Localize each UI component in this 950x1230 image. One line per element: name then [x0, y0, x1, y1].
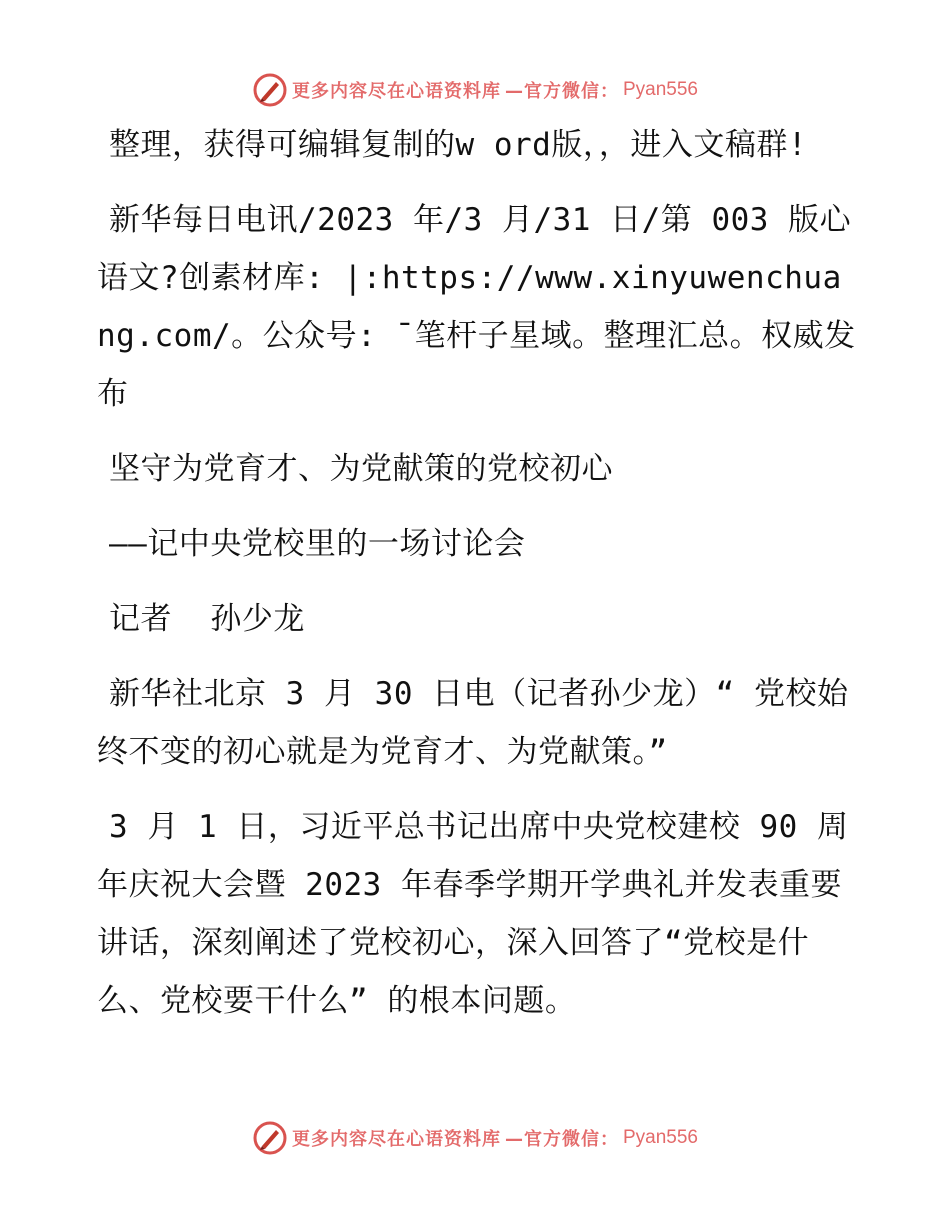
banner-separator: —官方微信：	[504, 81, 619, 102]
document-body	[97, 116, 857, 1047]
article-byline: 记者 孙少龙	[109, 601, 305, 637]
wechat-id: Pyan556	[622, 1127, 698, 1148]
paragraph-body: 3 月 1 日，习近平总书记出席中央党校建校 90 周年庆祝大会暨 2023 年春季学期开学典礼并发表重要讲话，深刻阐述了党校初心，深入回答了“党校是什么、党校要干什么” 的根本问题。	[97, 809, 849, 1019]
paragraph-intro: 整理，获得可编辑复制的w ord版，，进入文稿群!	[109, 127, 807, 163]
banner-text: 更多内容尽在心语资料库	[291, 1129, 501, 1150]
paragraph-dateline: 新华社北京 3 月 30 日电（记者孙少龙）“ 党校始终不变的初心就是为党育才、为党献策。”	[97, 676, 849, 770]
wechat-id: Pyan556	[622, 79, 698, 100]
pen-logo-icon	[252, 72, 288, 108]
banner-separator: —官方微信：	[504, 1129, 619, 1150]
article-subtitle: ——记中央党校里的一场讨论会	[109, 526, 526, 562]
footer-banner	[0, 1118, 950, 1158]
paragraph-source: 新华每日电讯/2023 年/3 月/31 日/第 003 版心语文?创素材库: |:https://www.xinyuwenchuang.com/。公众号: ¯笔杆子星域。整理汇总。权威发布	[97, 202, 856, 412]
article-title: 坚守为党育才、为党献策的党校初心	[109, 451, 613, 487]
header-banner	[0, 70, 950, 110]
banner-text: 更多内容尽在心语资料库	[291, 81, 501, 102]
pen-logo-icon	[252, 1120, 288, 1156]
